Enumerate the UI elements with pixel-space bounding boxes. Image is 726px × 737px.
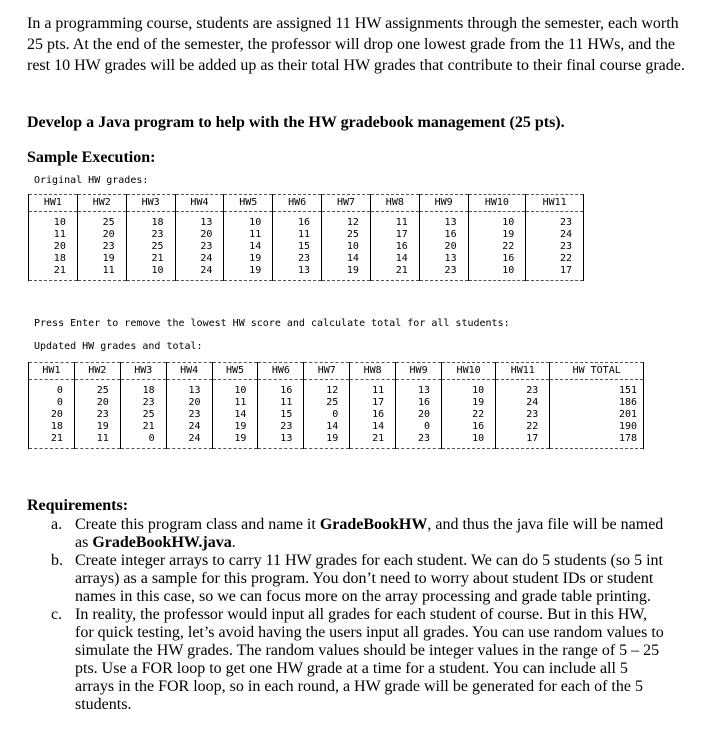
grade-cell: 22 — [442, 409, 496, 421]
grade-cell: 13 — [166, 380, 212, 398]
grade-cell: 16 — [396, 397, 442, 409]
grade-cell: 10 — [212, 380, 258, 398]
grade-cell: 25 — [322, 229, 371, 241]
column-header: HW11 — [526, 195, 584, 212]
grade-cell: 15 — [258, 409, 304, 421]
requirement-marker: c. — [51, 606, 63, 623]
grade-cell: 12 — [304, 380, 350, 398]
grade-cell: 10 — [224, 212, 273, 230]
column-header: HW4 — [175, 195, 224, 212]
requirement-text: Create integer arrays to carry 11 HW grades for each student. We can do 5 students (so 5 int arrays) as a sample for this program. You don’t need to worry about student IDs or student names in this case, so we can focus more on the array processing and grade table printing. — [75, 552, 663, 605]
column-header: HW6 — [258, 363, 304, 380]
table-row — [29, 265, 584, 281]
grade-cell: 11 — [224, 229, 273, 241]
grade-cell: 0 — [29, 380, 75, 398]
grade-cell: 23 — [258, 421, 304, 433]
total-cell: 151 — [550, 380, 644, 398]
grade-cell: 20 — [74, 397, 120, 409]
grade-cell: 0 — [304, 409, 350, 421]
grade-cell: 20 — [29, 241, 78, 253]
grade-cell: 10 — [29, 212, 78, 230]
grade-cell: 14 — [224, 241, 273, 253]
grade-cell: 21 — [29, 265, 78, 281]
sample-execution-heading: Sample Execution: — [27, 149, 156, 166]
column-header: HW9 — [419, 195, 468, 212]
column-header: HW3 — [120, 363, 166, 380]
grade-cell: 10 — [442, 433, 496, 449]
grade-cell: 16 — [273, 212, 322, 230]
intro-paragraph: In a programming course, students are assigned 11 HW assignments through the semester, each worth 25 pts. At the end of the semester, the professor will drop one lowest grade from the 11 HWs, and the rest 10 HW grades will be added up as their total HW grades that contribute to their final course grade. — [27, 15, 685, 74]
table-row — [29, 433, 644, 449]
grade-cell: 11 — [350, 380, 396, 398]
total-cell: 178 — [550, 433, 644, 449]
grade-cell: 11 — [29, 229, 78, 241]
grade-cell: 14 — [304, 421, 350, 433]
grade-cell: 13 — [419, 212, 468, 230]
grade-cell: 23 — [496, 409, 550, 421]
grade-cell: 24 — [166, 433, 212, 449]
requirement-marker: b. — [51, 552, 63, 569]
total-cell: 201 — [550, 409, 644, 421]
grade-cell: 23 — [126, 229, 175, 241]
grade-cell: 23 — [526, 241, 584, 253]
column-header: HW10 — [468, 195, 526, 212]
column-header: HW7 — [322, 195, 371, 212]
grade-cell: 21 — [350, 433, 396, 449]
grade-cell: 14 — [350, 421, 396, 433]
grade-cell: 21 — [120, 421, 166, 433]
column-header: HW7 — [304, 363, 350, 380]
grade-cell: 19 — [322, 265, 371, 281]
grade-cell: 24 — [175, 265, 224, 281]
grade-cell: 22 — [468, 241, 526, 253]
grade-cell: 19 — [304, 433, 350, 449]
grade-cell: 13 — [258, 433, 304, 449]
requirements-list — [51, 516, 666, 714]
requirement-text: In reality, the professor would input all grades for each student of course. But in this HW, for quick testing, let’s avoid having the users input all grades. You can use random values to simulate the HW grades. The random values should be integer values in the range of 5 – 25 pts. Use a FOR loop to get one HW grade at a time for a student. You can include all 5 arrays in the FOR loop, so in each round, a HW grade will be generated for each of the 5 students. — [75, 606, 664, 713]
grade-cell: 23 — [77, 241, 126, 253]
table-row — [29, 421, 644, 433]
requirement-text: , and thus the java file will be named as — [75, 516, 664, 551]
requirement-item — [51, 516, 666, 552]
grade-cell: 11 — [258, 397, 304, 409]
column-header: HW1 — [29, 195, 78, 212]
grade-cell: 0 — [29, 397, 75, 409]
grade-cell: 18 — [126, 212, 175, 230]
grade-cell: 25 — [304, 397, 350, 409]
column-header: HW2 — [74, 363, 120, 380]
grade-cell: 23 — [74, 409, 120, 421]
grade-cell: 16 — [258, 380, 304, 398]
grade-cell: 22 — [496, 421, 550, 433]
column-header: HW5 — [212, 363, 258, 380]
grade-cell: 16 — [468, 253, 526, 265]
original-grades-table — [28, 194, 584, 281]
column-header: HW3 — [126, 195, 175, 212]
column-header: HW6 — [273, 195, 322, 212]
column-header: HW10 — [442, 363, 496, 380]
column-header: HW1 — [29, 363, 75, 380]
table-row — [29, 229, 584, 241]
grade-cell: 23 — [419, 265, 468, 281]
total-cell: 186 — [550, 397, 644, 409]
grade-cell: 17 — [526, 265, 584, 281]
grade-cell: 23 — [120, 397, 166, 409]
table-row — [29, 397, 644, 409]
total-column-header: HW TOTAL — [550, 363, 644, 380]
grade-cell: 10 — [468, 212, 526, 230]
requirement-text: Create this program class and name it — [75, 516, 320, 533]
grade-cell: 19 — [224, 265, 273, 281]
grade-cell: 10 — [442, 380, 496, 398]
grade-cell: 18 — [29, 421, 75, 433]
grade-cell: 25 — [126, 241, 175, 253]
press-enter-prompt: Press Enter to remove the lowest HW score and calculate total for all students: — [34, 318, 510, 329]
grade-cell: 0 — [396, 421, 442, 433]
grade-cell: 20 — [77, 229, 126, 241]
grade-cell: 11 — [77, 265, 126, 281]
grade-cell: 17 — [350, 397, 396, 409]
grade-cell: 19 — [468, 229, 526, 241]
grade-cell: 14 — [212, 409, 258, 421]
grade-cell: 24 — [166, 421, 212, 433]
grade-cell: 19 — [77, 253, 126, 265]
grade-cell: 11 — [370, 212, 419, 230]
original-header-row — [29, 195, 584, 212]
grade-cell: 23 — [496, 380, 550, 398]
grade-cell: 25 — [74, 380, 120, 398]
grade-cell: 13 — [396, 380, 442, 398]
grade-cell: 10 — [468, 265, 526, 281]
table-row — [29, 241, 584, 253]
grade-cell: 10 — [322, 241, 371, 253]
grade-cell: 17 — [370, 229, 419, 241]
grade-cell: 23 — [166, 409, 212, 421]
updated-grades-table — [28, 362, 644, 449]
updated-header-row — [29, 363, 644, 380]
grade-cell: 19 — [442, 397, 496, 409]
grade-cell: 23 — [526, 212, 584, 230]
grade-cell: 20 — [166, 397, 212, 409]
grade-cell: 20 — [419, 241, 468, 253]
grade-cell: 14 — [370, 253, 419, 265]
grade-cell: 21 — [126, 253, 175, 265]
grade-cell: 18 — [29, 253, 78, 265]
grade-cell: 17 — [496, 433, 550, 449]
column-header: HW8 — [350, 363, 396, 380]
grade-cell: 22 — [526, 253, 584, 265]
grade-cell: 16 — [350, 409, 396, 421]
original-grades-label: Original HW grades: — [34, 175, 149, 186]
grade-cell: 24 — [175, 253, 224, 265]
column-header: HW5 — [224, 195, 273, 212]
requirement-text: . — [231, 534, 236, 551]
requirement-item — [51, 552, 666, 606]
requirements-heading: Requirements: — [27, 497, 129, 514]
column-header: HW9 — [396, 363, 442, 380]
grade-cell: 12 — [322, 212, 371, 230]
grade-cell: 21 — [370, 265, 419, 281]
total-cell: 190 — [550, 421, 644, 433]
grade-cell: 20 — [175, 229, 224, 241]
column-header: HW2 — [77, 195, 126, 212]
table-row — [29, 380, 644, 398]
requirement-marker: a. — [51, 516, 63, 533]
grade-cell: 21 — [29, 433, 75, 449]
grade-cell: 16 — [442, 421, 496, 433]
table-row — [29, 212, 584, 230]
requirement-bold-text: GradeBookHW — [319, 516, 428, 533]
grade-cell: 19 — [212, 433, 258, 449]
column-header: HW4 — [166, 363, 212, 380]
grade-cell: 19 — [224, 253, 273, 265]
grade-cell: 23 — [273, 253, 322, 265]
grade-cell: 23 — [396, 433, 442, 449]
grade-cell: 24 — [496, 397, 550, 409]
grade-cell: 10 — [126, 265, 175, 281]
task-heading: Develop a Java program to help with the HW gradebook management (25 pts). — [27, 114, 565, 131]
grade-cell: 11 — [212, 397, 258, 409]
requirement-bold-text: GradeBookHW.java — [92, 534, 232, 551]
grade-cell: 13 — [175, 212, 224, 230]
grade-cell: 20 — [29, 409, 75, 421]
table-row — [29, 409, 644, 421]
column-header: HW8 — [370, 195, 419, 212]
grade-cell: 19 — [212, 421, 258, 433]
grade-cell: 18 — [120, 380, 166, 398]
requirement-item — [51, 606, 666, 714]
grade-cell: 16 — [370, 241, 419, 253]
grade-cell: 25 — [120, 409, 166, 421]
grade-cell: 15 — [273, 241, 322, 253]
grade-cell: 11 — [273, 229, 322, 241]
grade-cell: 13 — [419, 253, 468, 265]
grade-cell: 19 — [74, 421, 120, 433]
grade-cell: 11 — [74, 433, 120, 449]
grade-cell: 16 — [419, 229, 468, 241]
grade-cell: 23 — [175, 241, 224, 253]
grade-cell: 20 — [396, 409, 442, 421]
updated-grades-label: Updated HW grades and total: — [34, 341, 203, 352]
grade-cell: 0 — [120, 433, 166, 449]
grade-cell: 13 — [273, 265, 322, 281]
grade-cell: 24 — [526, 229, 584, 241]
column-header: HW11 — [496, 363, 550, 380]
table-row — [29, 253, 584, 265]
grade-cell: 14 — [322, 253, 371, 265]
grade-cell: 25 — [77, 212, 126, 230]
